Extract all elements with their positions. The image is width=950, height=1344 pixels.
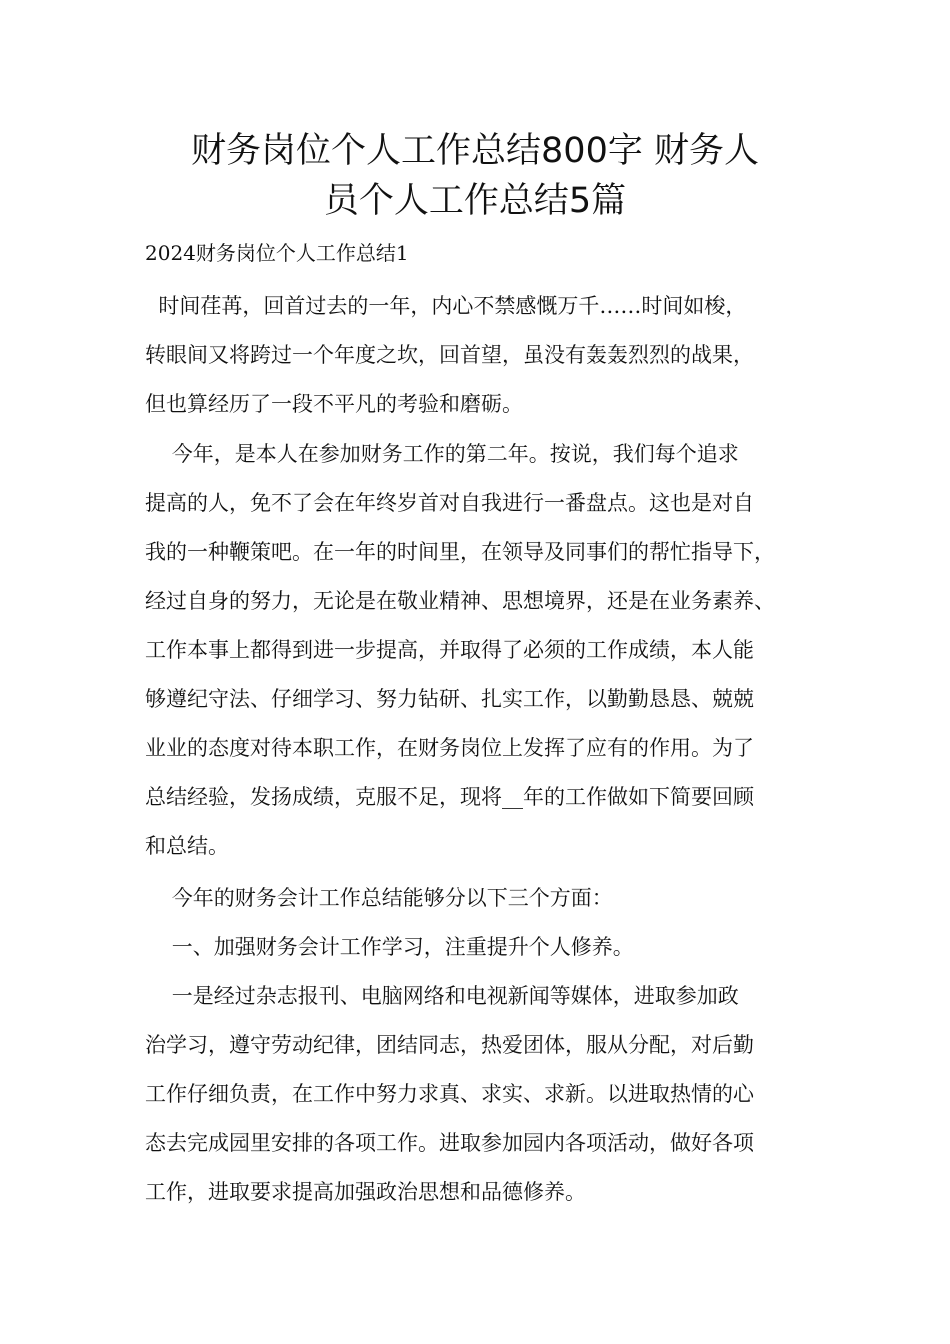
paragraph-line: 业业的态度对待本职工作，在财务岗位上发挥了应有的作用。为了: [145, 736, 754, 760]
paragraph-2: [145, 430, 825, 871]
paragraph-line: 工作仔细负责，在工作中努力求真、求实、求新。以进取热情的心: [145, 1082, 754, 1106]
paragraph-3: [145, 874, 825, 923]
paragraph-line: 时间荏苒，回首过去的一年，内心不禁感慨万千……时间如梭，: [145, 294, 747, 318]
paragraph-line: 工作本事上都得到进一步提高，并取得了必须的工作成绩，本人能: [145, 638, 754, 662]
paragraph-line: 一、加强财务会计工作学习，注重提升个人修养。: [145, 935, 634, 959]
paragraph-line: 总结经验，发扬成绩，克服不足，现将__年的工作做如下简要回顾: [145, 785, 754, 809]
title-line-1: 财务岗位个人工作总结800字 财务人: [191, 131, 759, 171]
paragraph-line: 态去完成园里安排的各项工作。进取参加园内各项活动，做好各项: [145, 1131, 754, 1155]
paragraph-line: 今年，是本人在参加财务工作的第二年。按说，我们每个追求: [145, 442, 739, 466]
paragraph-line: 经过自身的努力，无论是在敬业精神、思想境界，还是在业务素养、: [145, 589, 775, 613]
paragraph-line: 转眼间又将跨过一个年度之坎，回首望，虽没有轰轰烈烈的战果，: [145, 343, 754, 367]
title-line-2: 员个人工作总结5篇: [323, 181, 627, 221]
paragraph-line: 治学习，遵守劳动纪律，团结同志，热爱团体，服从分配，对后勤: [145, 1033, 754, 1057]
section-heading: 2024财务岗位个人工作总结1: [145, 241, 409, 265]
paragraph-4: [145, 923, 825, 972]
paragraph-line: 但也算经历了一段不平凡的考验和磨砺。: [145, 392, 523, 416]
paragraph-line: 今年的财务会计工作总结能够分以下三个方面：: [145, 886, 613, 910]
paragraph-line: 提高的人，免不了会在年终岁首对自我进行一番盘点。这也是对自: [145, 491, 754, 515]
paragraph-1: [145, 282, 825, 429]
paragraph-line: 工作，进取要求提高加强政治思想和品德修养。: [145, 1180, 586, 1204]
paragraph-line: 我的一种鞭策吧。在一年的时间里，在领导及同事们的帮忙指导下，: [145, 540, 775, 564]
document-title: [0, 126, 950, 226]
paragraph-5: [145, 972, 825, 1217]
paragraph-line: 和总结。: [145, 834, 229, 858]
paragraph-line: 一是经过杂志报刊、电脑网络和电视新闻等媒体，进取参加政: [145, 984, 739, 1008]
paragraph-line: 够遵纪守法、仔细学习、努力钻研、扎实工作，以勤勤恳恳、兢兢: [145, 687, 754, 711]
